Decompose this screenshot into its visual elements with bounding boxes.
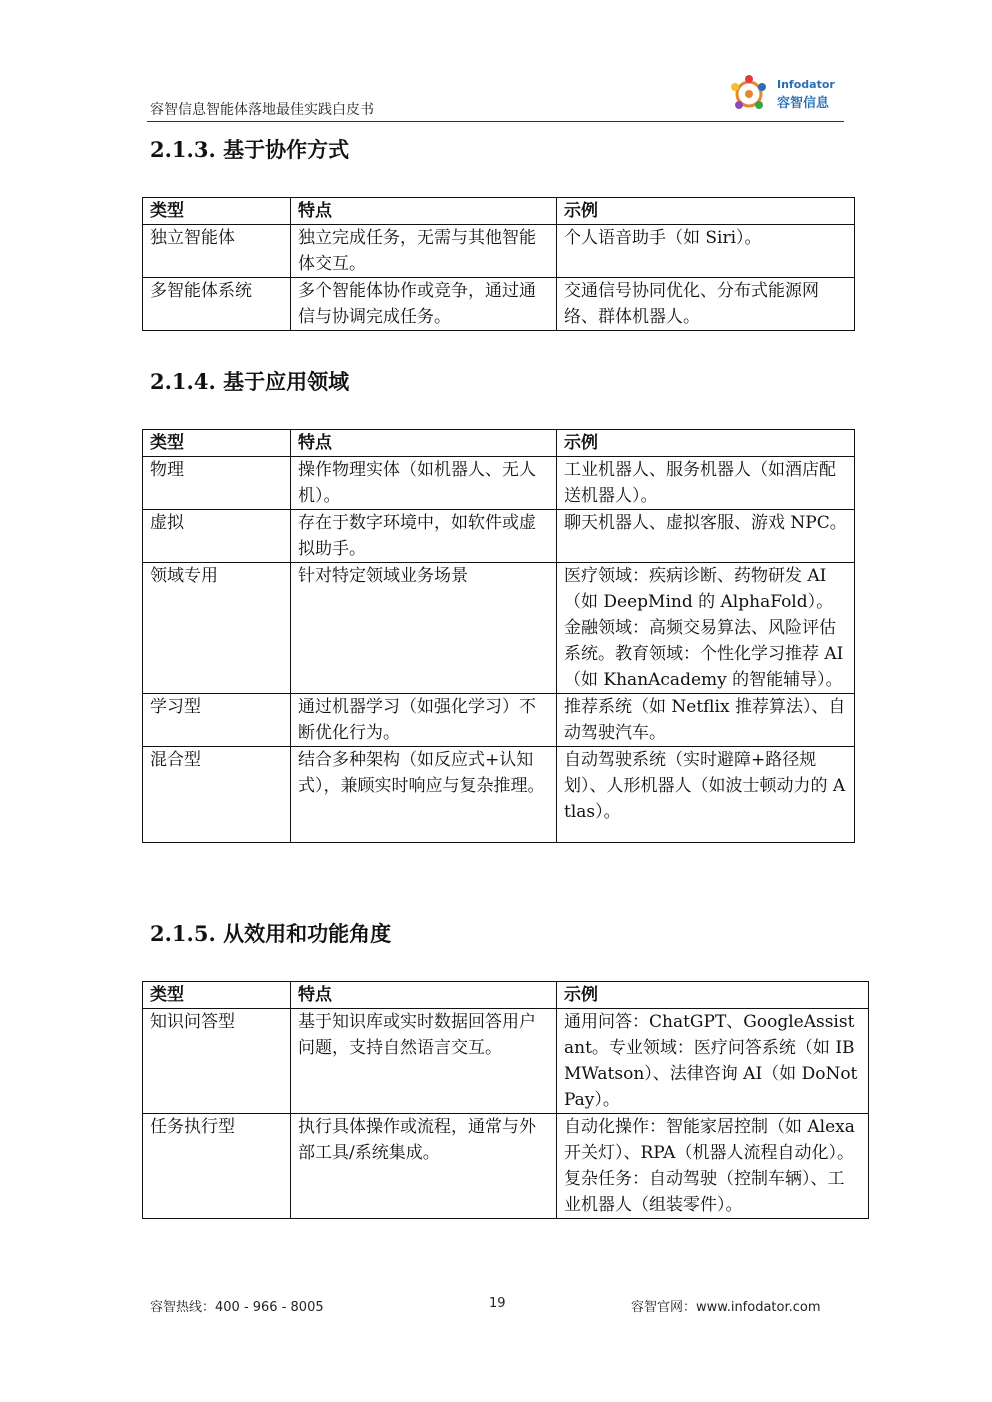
type-cell: 物理 — [143, 457, 291, 510]
example-cell: 推荐系统（如 Netflix 推荐算法）、自动驾驶汽车。 — [557, 694, 855, 747]
feature-cell: 操作物理实体（如机器人、无人机）。 — [291, 457, 557, 510]
table-header-row — [143, 430, 855, 457]
example-cell: 交通信号协同优化、分布式能源网络、群体机器人。 — [557, 278, 855, 331]
type-cell: 领域专用 — [143, 563, 291, 694]
feature-cell: 多个智能体协作或竞争，通过通信与协调完成任务。 — [291, 278, 557, 331]
section-heading: 2.1.3. 基于协作方式 — [150, 137, 350, 162]
example-cell: 医疗领域：疾病诊断、药物研发 AI（如 DeepMind 的 AlphaFold）。金融领域：高频交易算法、风险评估系统。教育领域：个性化学习推荐 AI（如 KhanAcademy 的智能辅导）。 — [557, 563, 855, 694]
footer-website: 容智官网：www.infodator.com — [631, 1300, 821, 1315]
page-number: 19 — [489, 1296, 506, 1311]
table-row — [143, 747, 855, 843]
table-row — [143, 694, 855, 747]
footer-hotline: 容智热线：400 - 966 - 8005 — [150, 1300, 324, 1315]
example-cell: 个人语音助手（如 Siri）。 — [557, 225, 855, 278]
utility-function-table — [142, 981, 869, 1219]
table-row — [143, 457, 855, 510]
column-header: 特点 — [291, 198, 557, 225]
type-cell: 学习型 — [143, 694, 291, 747]
type-cell: 虚拟 — [143, 510, 291, 563]
feature-cell: 针对特定领域业务场景 — [291, 563, 557, 694]
table-row — [143, 1114, 869, 1219]
type-cell: 混合型 — [143, 747, 291, 843]
column-header: 类型 — [143, 430, 291, 457]
section-heading: 2.1.5. 从效用和功能角度 — [150, 921, 392, 946]
type-cell: 多智能体系统 — [143, 278, 291, 331]
example-cell: 通用问答：ChatGPT、GoogleAssistant。专业领域：医疗问答系统（如 IBMWatson）、法律咨询 AI（如 DoNotPay）。 — [557, 1009, 869, 1114]
table-row — [143, 1009, 869, 1114]
column-header: 类型 — [143, 982, 291, 1009]
table-row — [143, 225, 855, 278]
logo-icon — [727, 72, 771, 116]
header-divider — [147, 121, 844, 122]
feature-cell: 执行具体操作或流程，通常与外部工具/系统集成。 — [291, 1114, 557, 1219]
table-row — [143, 563, 855, 694]
example-cell: 自动化操作：智能家居控制（如 Alexa 开关灯）、RPA（机器人流程自动化）。复杂任务：自动驾驶（控制车辆）、工业机器人（组装零件）。 — [557, 1114, 869, 1219]
table-header-row — [143, 982, 869, 1009]
example-cell: 工业机器人、服务机器人（如酒店配送机器人）。 — [557, 457, 855, 510]
logo-text-en: Infodator — [777, 78, 835, 91]
table-row — [143, 510, 855, 563]
column-header: 示例 — [557, 430, 855, 457]
type-cell: 独立智能体 — [143, 225, 291, 278]
column-header: 特点 — [291, 430, 557, 457]
table-header-row — [143, 198, 855, 225]
feature-cell: 独立完成任务，无需与其他智能体交互。 — [291, 225, 557, 278]
table-row — [143, 278, 855, 331]
column-header: 特点 — [291, 982, 557, 1009]
feature-cell: 存在于数字环境中，如软件或虚拟助手。 — [291, 510, 557, 563]
feature-cell: 通过机器学习（如强化学习）不断优化行为。 — [291, 694, 557, 747]
feature-cell: 结合多种架构（如反应式+认知式），兼顾实时响应与复杂推理。 — [291, 747, 557, 843]
section-heading: 2.1.4. 基于应用领域 — [150, 369, 350, 394]
application-domain-table — [142, 429, 855, 843]
feature-cell: 基于知识库或实时数据回答用户问题，支持自然语言交互。 — [291, 1009, 557, 1114]
document-title: 容智信息智能体落地最佳实践白皮书 — [150, 102, 374, 118]
example-cell: 自动驾驶系统（实时避障+路径规划）、人形机器人（如波士顿动力的 Atlas）。 — [557, 747, 855, 843]
example-cell: 聊天机器人、虚拟客服、游戏 NPC。 — [557, 510, 855, 563]
type-cell: 知识问答型 — [143, 1009, 291, 1114]
type-cell: 任务执行型 — [143, 1114, 291, 1219]
column-header: 示例 — [557, 982, 869, 1009]
column-header: 示例 — [557, 198, 855, 225]
collaboration-table — [142, 197, 855, 331]
column-header: 类型 — [143, 198, 291, 225]
company-logo — [727, 72, 847, 116]
logo-text-cn: 容智信息 — [777, 96, 830, 111]
